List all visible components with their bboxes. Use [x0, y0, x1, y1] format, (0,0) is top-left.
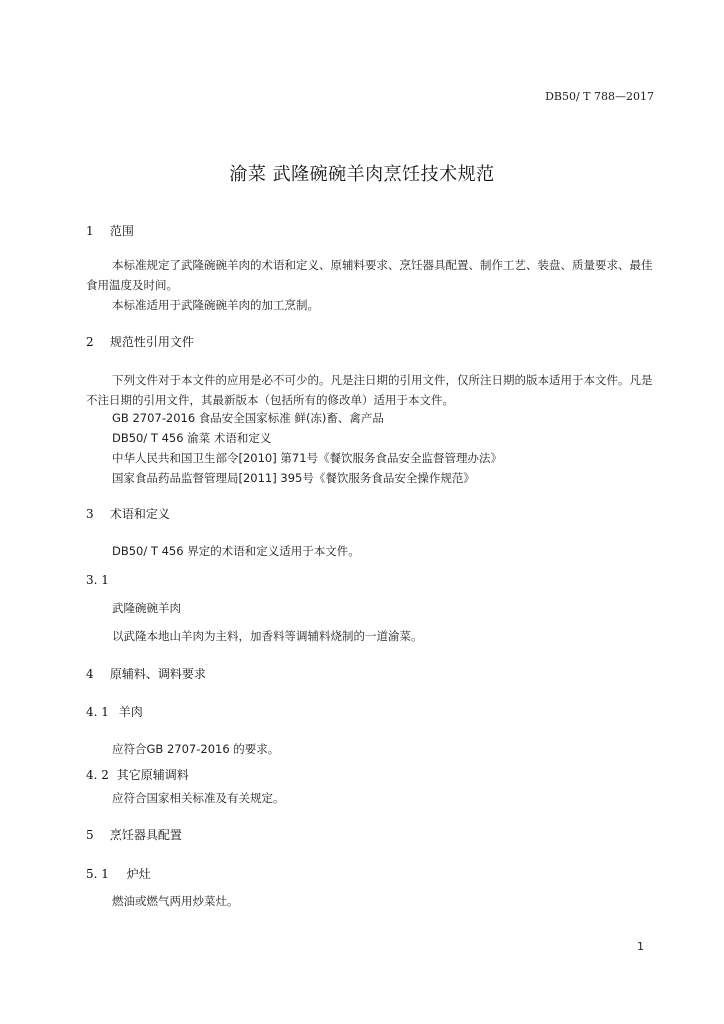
- section-title: 术语和定义: [109, 507, 170, 521]
- subsection-5-1-heading: [86, 865, 151, 882]
- subsection-number: 5. 1: [86, 867, 109, 881]
- section-number: 3: [86, 507, 94, 521]
- section-1-paragraph-2: 本标准适用于武隆碗碗羊肉的加工烹制。: [112, 298, 319, 312]
- subsection-4-2-heading: [86, 766, 189, 783]
- section-title: 烹饪器具配置: [109, 828, 182, 842]
- subsection-title: 羊肉: [118, 705, 143, 719]
- subsection-number: 4. 1: [86, 705, 109, 719]
- section-number: 5: [86, 828, 94, 842]
- section-title: 范围: [109, 224, 134, 238]
- section-3-paragraph: DB50/ T 456 界定的术语和定义适用于本文件。: [112, 544, 360, 558]
- subsection-5-1-text: 燃油或燃气两用炒菜灶。: [112, 894, 239, 908]
- section-number: 2: [86, 335, 94, 349]
- section-1-paragraph-1: 本标准规定了武隆碗碗羊肉的术语和定义、原辅料要求、烹饪器具配置、制作工艺、装盘、质量要求、最佳食用温度及时间。: [86, 258, 653, 292]
- subsection-4-2-text: 应符合国家相关标准及有关规定。: [112, 791, 285, 805]
- section-2-heading: [86, 333, 194, 350]
- subsection-4-1-heading: [86, 703, 143, 720]
- section-1-heading: [86, 222, 134, 239]
- section-3-heading: [86, 505, 170, 522]
- section-2-paragraph-1: 下列文件对于本文件的应用是必不可少的。凡是注日期的引用文件，仅所注日期的版本适用于本文件。凡是不注日期的引用文件，其最新版本（包括所有的修改单）适用于本文件。: [86, 373, 653, 407]
- subsection-3-1-number: [86, 573, 109, 587]
- page-number: 1: [637, 940, 644, 953]
- reference-item: GB 2707-2016 食品安全国家标准 鲜(冻)畜、禽产品: [112, 411, 384, 425]
- subsection-4-1-text: 应符合GB 2707-2016 的要求。: [112, 742, 280, 756]
- document-title: 渝菜 武隆碗碗羊肉烹饪技术规范: [229, 164, 495, 185]
- section-title: 原辅料、调料要求: [109, 667, 206, 681]
- reference-item: DB50/ T 456 渝菜 术语和定义: [112, 431, 272, 445]
- subsection-title: 其它原辅调料: [116, 768, 189, 782]
- section-title: 规范性引用文件: [109, 335, 194, 349]
- section-4-heading: [86, 665, 206, 682]
- reference-item: 中华人民共和国卫生部令[2010] 第71号《餐饮服务食品安全监督管理办法》: [112, 451, 503, 465]
- term-definition: 以武隆本地山羊肉为主料，加香料等调辅料烧制的一道渝菜。: [112, 629, 423, 643]
- term-heading: 武隆碗碗羊肉: [112, 601, 181, 615]
- section-number: 4: [86, 667, 94, 681]
- standard-code: DB50/ T 788—2017: [545, 90, 654, 103]
- section-number: 1: [86, 224, 94, 238]
- subsection-number: 3. 1: [86, 573, 109, 587]
- subsection-number: 4. 2: [86, 768, 109, 782]
- section-5-heading: [86, 826, 182, 843]
- subsection-title: 炉灶: [126, 867, 151, 881]
- reference-item: 国家食品药品监督管理局[2011] 395号《餐饮服务食品安全操作规范》: [112, 471, 475, 485]
